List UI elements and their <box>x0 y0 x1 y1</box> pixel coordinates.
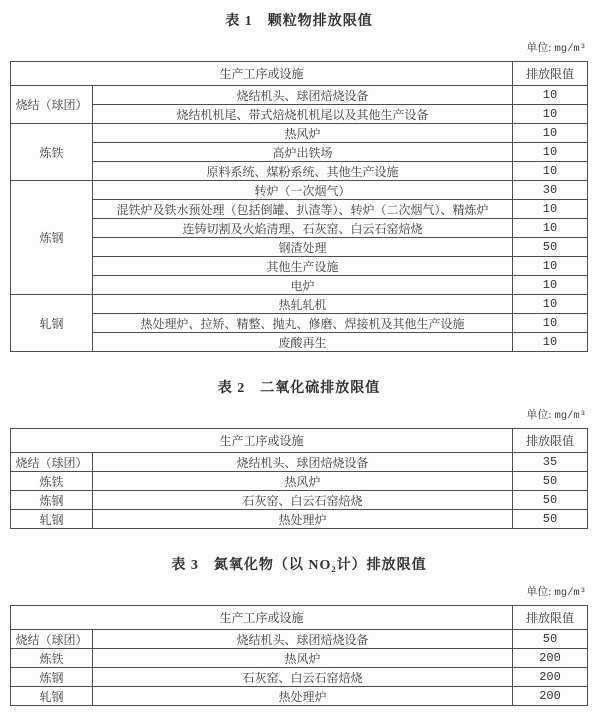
table-row <box>11 630 588 649</box>
table1-unit-line <box>10 42 588 56</box>
table-row <box>11 333 588 352</box>
content-wrap <box>10 13 588 706</box>
limit-cell: 50 <box>513 472 588 491</box>
limit-cell: 35 <box>513 453 588 472</box>
process-cell: 原料系统、煤粉系统、其他生产设施 <box>93 162 513 181</box>
category-cell: 轧钢 <box>11 295 93 352</box>
table-row <box>11 200 588 219</box>
process-cell: 烧结机头、球团焙烧设备 <box>93 86 513 105</box>
limit-cell: 200 <box>513 687 588 706</box>
table-row <box>11 143 588 162</box>
limit-cell: 10 <box>513 257 588 276</box>
table-row <box>11 181 588 200</box>
table3-unit-line <box>10 586 588 600</box>
limit-cell: 50 <box>513 238 588 257</box>
header-process-cell: 生产工序或设施 <box>11 429 513 453</box>
process-cell: 石灰窑、白云石窑焙烧 <box>93 491 513 510</box>
category-cell: 烧结（球团） <box>11 86 93 124</box>
table-body <box>11 453 588 529</box>
category-cell: 炼铁 <box>11 649 93 668</box>
table-body <box>11 86 588 352</box>
unit-label: 单位: <box>526 586 552 598</box>
table-body <box>11 630 588 706</box>
table2-title: 表 2 二氧化硫排放限值 <box>217 381 381 396</box>
unit-label: 单位: <box>526 409 552 421</box>
process-cell: 热风炉 <box>93 472 513 491</box>
table-row <box>11 219 588 238</box>
table-row <box>11 687 588 706</box>
limit-cell: 200 <box>513 668 588 687</box>
limit-cell: 10 <box>513 124 588 143</box>
table-row <box>11 510 588 529</box>
table-section-so2 <box>10 380 588 529</box>
unit-value: mg/m³ <box>554 43 586 55</box>
process-cell: 烧结机头、球团焙烧设备 <box>93 453 513 472</box>
limit-cell: 10 <box>513 200 588 219</box>
table-row <box>11 238 588 257</box>
table-row <box>11 472 588 491</box>
limit-cell: 200 <box>513 649 588 668</box>
process-cell: 热处理炉、拉矫、精整、抛丸、修磨、焊接机及其他生产设施 <box>93 314 513 333</box>
process-cell: 烧结机机尾、带式焙烧机机尾以及其他生产设备 <box>93 105 513 124</box>
category-cell: 烧结（球团） <box>11 630 93 649</box>
so2-emission-table <box>10 428 588 529</box>
process-cell: 高炉出铁场 <box>93 143 513 162</box>
process-cell: 混铁炉及铁水预处理（包括倒罐、扒渣等）、转炉（二次烟气）、精炼炉 <box>93 200 513 219</box>
table-row <box>11 276 588 295</box>
process-cell: 电炉 <box>93 276 513 295</box>
limit-cell: 10 <box>513 276 588 295</box>
limit-cell: 10 <box>513 143 588 162</box>
process-cell: 连铸切割及火焰清理、石灰窑、白云石窑焙烧 <box>93 219 513 238</box>
table-row <box>11 453 588 472</box>
limit-cell: 10 <box>513 162 588 181</box>
limit-cell: 50 <box>513 510 588 529</box>
process-cell: 热轧轧机 <box>93 295 513 314</box>
limit-cell: 30 <box>513 181 588 200</box>
particulate-emission-table <box>10 61 588 352</box>
category-cell: 烧结（球团） <box>11 453 93 472</box>
unit-value: mg/m³ <box>554 587 586 599</box>
nox-emission-table <box>10 605 588 706</box>
process-cell: 烧结机头、球团焙烧设备 <box>93 630 513 649</box>
table-row <box>11 124 588 143</box>
category-cell: 炼钢 <box>11 668 93 687</box>
table3-title: 表 3 氮氧化物（以 NO₂计）排放限值 <box>171 558 427 573</box>
category-cell: 炼铁 <box>11 472 93 491</box>
header-process-cell: 生产工序或设施 <box>11 62 513 86</box>
table-row <box>11 491 588 510</box>
table-row <box>11 314 588 333</box>
table-row <box>11 86 588 105</box>
table-row <box>11 257 588 276</box>
limit-cell: 50 <box>513 491 588 510</box>
header-limit-cell: 排放限值 <box>513 62 588 86</box>
limit-cell: 50 <box>513 630 588 649</box>
header-row <box>11 606 588 630</box>
category-cell: 轧钢 <box>11 687 93 706</box>
limit-cell: 10 <box>513 295 588 314</box>
header-process-cell: 生产工序或设施 <box>11 606 513 630</box>
category-cell: 炼铁 <box>11 124 93 181</box>
unit-value: mg/m³ <box>554 410 586 422</box>
header-row <box>11 62 588 86</box>
limit-cell: 10 <box>513 314 588 333</box>
table2-unit-line <box>10 409 588 423</box>
process-cell: 热风炉 <box>93 124 513 143</box>
table-row <box>11 105 588 124</box>
process-cell: 热处理炉 <box>93 687 513 706</box>
limit-cell: 10 <box>513 86 588 105</box>
process-cell: 钢渣处理 <box>93 238 513 257</box>
process-cell: 石灰窑、白云石窑焙烧 <box>93 668 513 687</box>
process-cell: 热处理炉 <box>93 510 513 529</box>
table-row <box>11 295 588 314</box>
category-cell: 轧钢 <box>11 510 93 529</box>
table1-title: 表 1 颗粒物排放限值 <box>225 14 373 29</box>
table-section-particulate <box>10 13 588 352</box>
process-cell: 转炉（一次烟气） <box>93 181 513 200</box>
table-row <box>11 668 588 687</box>
process-cell: 废酸再生 <box>93 333 513 352</box>
category-cell: 炼钢 <box>11 181 93 295</box>
limit-cell: 10 <box>513 219 588 238</box>
header-limit-cell: 排放限值 <box>513 606 588 630</box>
unit-label: 单位: <box>526 42 552 54</box>
table-row <box>11 162 588 181</box>
limit-cell: 10 <box>513 105 588 124</box>
limit-cell: 10 <box>513 333 588 352</box>
table-row <box>11 649 588 668</box>
table-section-nox <box>10 557 588 706</box>
process-cell: 热风炉 <box>93 649 513 668</box>
header-row <box>11 429 588 453</box>
category-cell: 炼钢 <box>11 491 93 510</box>
process-cell: 其他生产设施 <box>93 257 513 276</box>
header-limit-cell: 排放限值 <box>513 429 588 453</box>
